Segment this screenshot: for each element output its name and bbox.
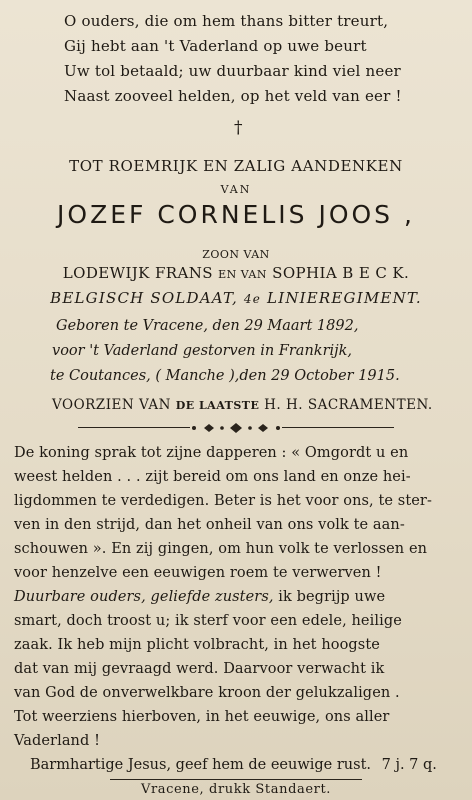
regiment-number: 4e xyxy=(243,292,262,306)
body-line-6: voor henzelve een eeuwigen roem te verwerven ! xyxy=(14,565,382,581)
body-line-12: Tot weerziens hierboven, in het eeuwige, ons aller xyxy=(14,709,390,725)
sacraments-c: H. H. SACRAMENTEN. xyxy=(264,397,433,413)
cross-icon: † xyxy=(234,118,243,138)
poem-line-1: O ouders, die om hem thans bitter treurt, xyxy=(64,12,389,30)
memorial-title: TOT ROEMRIJK EN ZALIG AANDENKEN xyxy=(69,157,403,175)
birth-line-3: te Coutances, ( Manche ),den 29 October 1915. xyxy=(50,368,400,384)
deceased-name: JOZEF CORNELIS JOOS , xyxy=(57,200,415,229)
body-line-3: ligdommen te verdedigen. Beter is het voor ons, te ster- xyxy=(14,493,432,509)
left-divider xyxy=(78,427,190,428)
birth-line-2: voor 't Vaderland gestorven in Frankrijk, xyxy=(52,343,353,359)
prayer-line xyxy=(30,757,437,773)
father-name: LODEWIJK FRANS xyxy=(62,264,213,282)
printer-line: Vracene, drukk Standaert. xyxy=(140,782,332,797)
van-label: VAN xyxy=(220,183,252,196)
body-line-4: ven in den strijd, dan het onheil van ons volk te aan- xyxy=(14,517,405,533)
address-rest: ik begrijp uwe xyxy=(273,589,386,605)
body-line-9: zaak. Ik heb mijn plicht volbracht, in het hoogste xyxy=(14,637,380,653)
body-line-13: Vaderland ! xyxy=(14,733,101,749)
body-line-7 xyxy=(14,589,385,605)
indulgence-text: 7 j. 7 q. xyxy=(381,757,437,773)
body-line-10: dat van mij gevraagd werd. Daarvoor verwacht ik xyxy=(14,661,385,677)
soldier-rank: BELGISCH SOLDAAT, xyxy=(50,289,238,307)
body-line-5: schouwen ». En zij gingen, om hun volk te verlossen en xyxy=(14,541,428,557)
address-italic: Duurbare ouders, geliefde zusters, xyxy=(14,589,274,605)
and-of-label: EN VAN xyxy=(218,268,267,281)
poem-line-2: Gij hebt aan 't Vaderland op uwe beurt xyxy=(64,37,367,55)
right-divider xyxy=(282,427,394,428)
regiment-name: LINIEREGIMENT. xyxy=(267,289,422,307)
body-line-11: van God de onverwelkbare kroon der gelukzaligen . xyxy=(14,685,400,701)
sacraments-line xyxy=(52,397,433,413)
body-line-8: smart, doch troost u; ik sterf voor een edele, heilige xyxy=(14,613,402,629)
sacraments-a: VOORZIEN VAN xyxy=(52,397,171,413)
poem-line-3: Uw tol betaald; uw duurbaar kind viel neer xyxy=(64,62,401,80)
body-line-1: De koning sprak tot zijne dapperen : « Omgordt u en xyxy=(14,445,409,461)
prayer-text: Barmhartige Jesus, geef hem de eeuwige rust. xyxy=(30,757,372,773)
birth-line-1: Geboren te Vracene, den 29 Maart 1892, xyxy=(56,318,359,334)
parents-line xyxy=(0,264,472,282)
footer-divider xyxy=(110,779,362,780)
soldier-line xyxy=(0,289,472,307)
body-line-2: weest helden . . . zijt bereid om ons land en onze hei- xyxy=(14,469,411,485)
mother-name: SOPHIA B E C K. xyxy=(272,264,410,282)
son-of-label: ZOON VAN xyxy=(202,248,270,261)
poem-line-4: Naast zooveel helden, op het veld van eer ! xyxy=(64,87,402,105)
ornament-divider xyxy=(190,422,282,434)
sacraments-b: DE LAATSTE xyxy=(175,399,260,412)
